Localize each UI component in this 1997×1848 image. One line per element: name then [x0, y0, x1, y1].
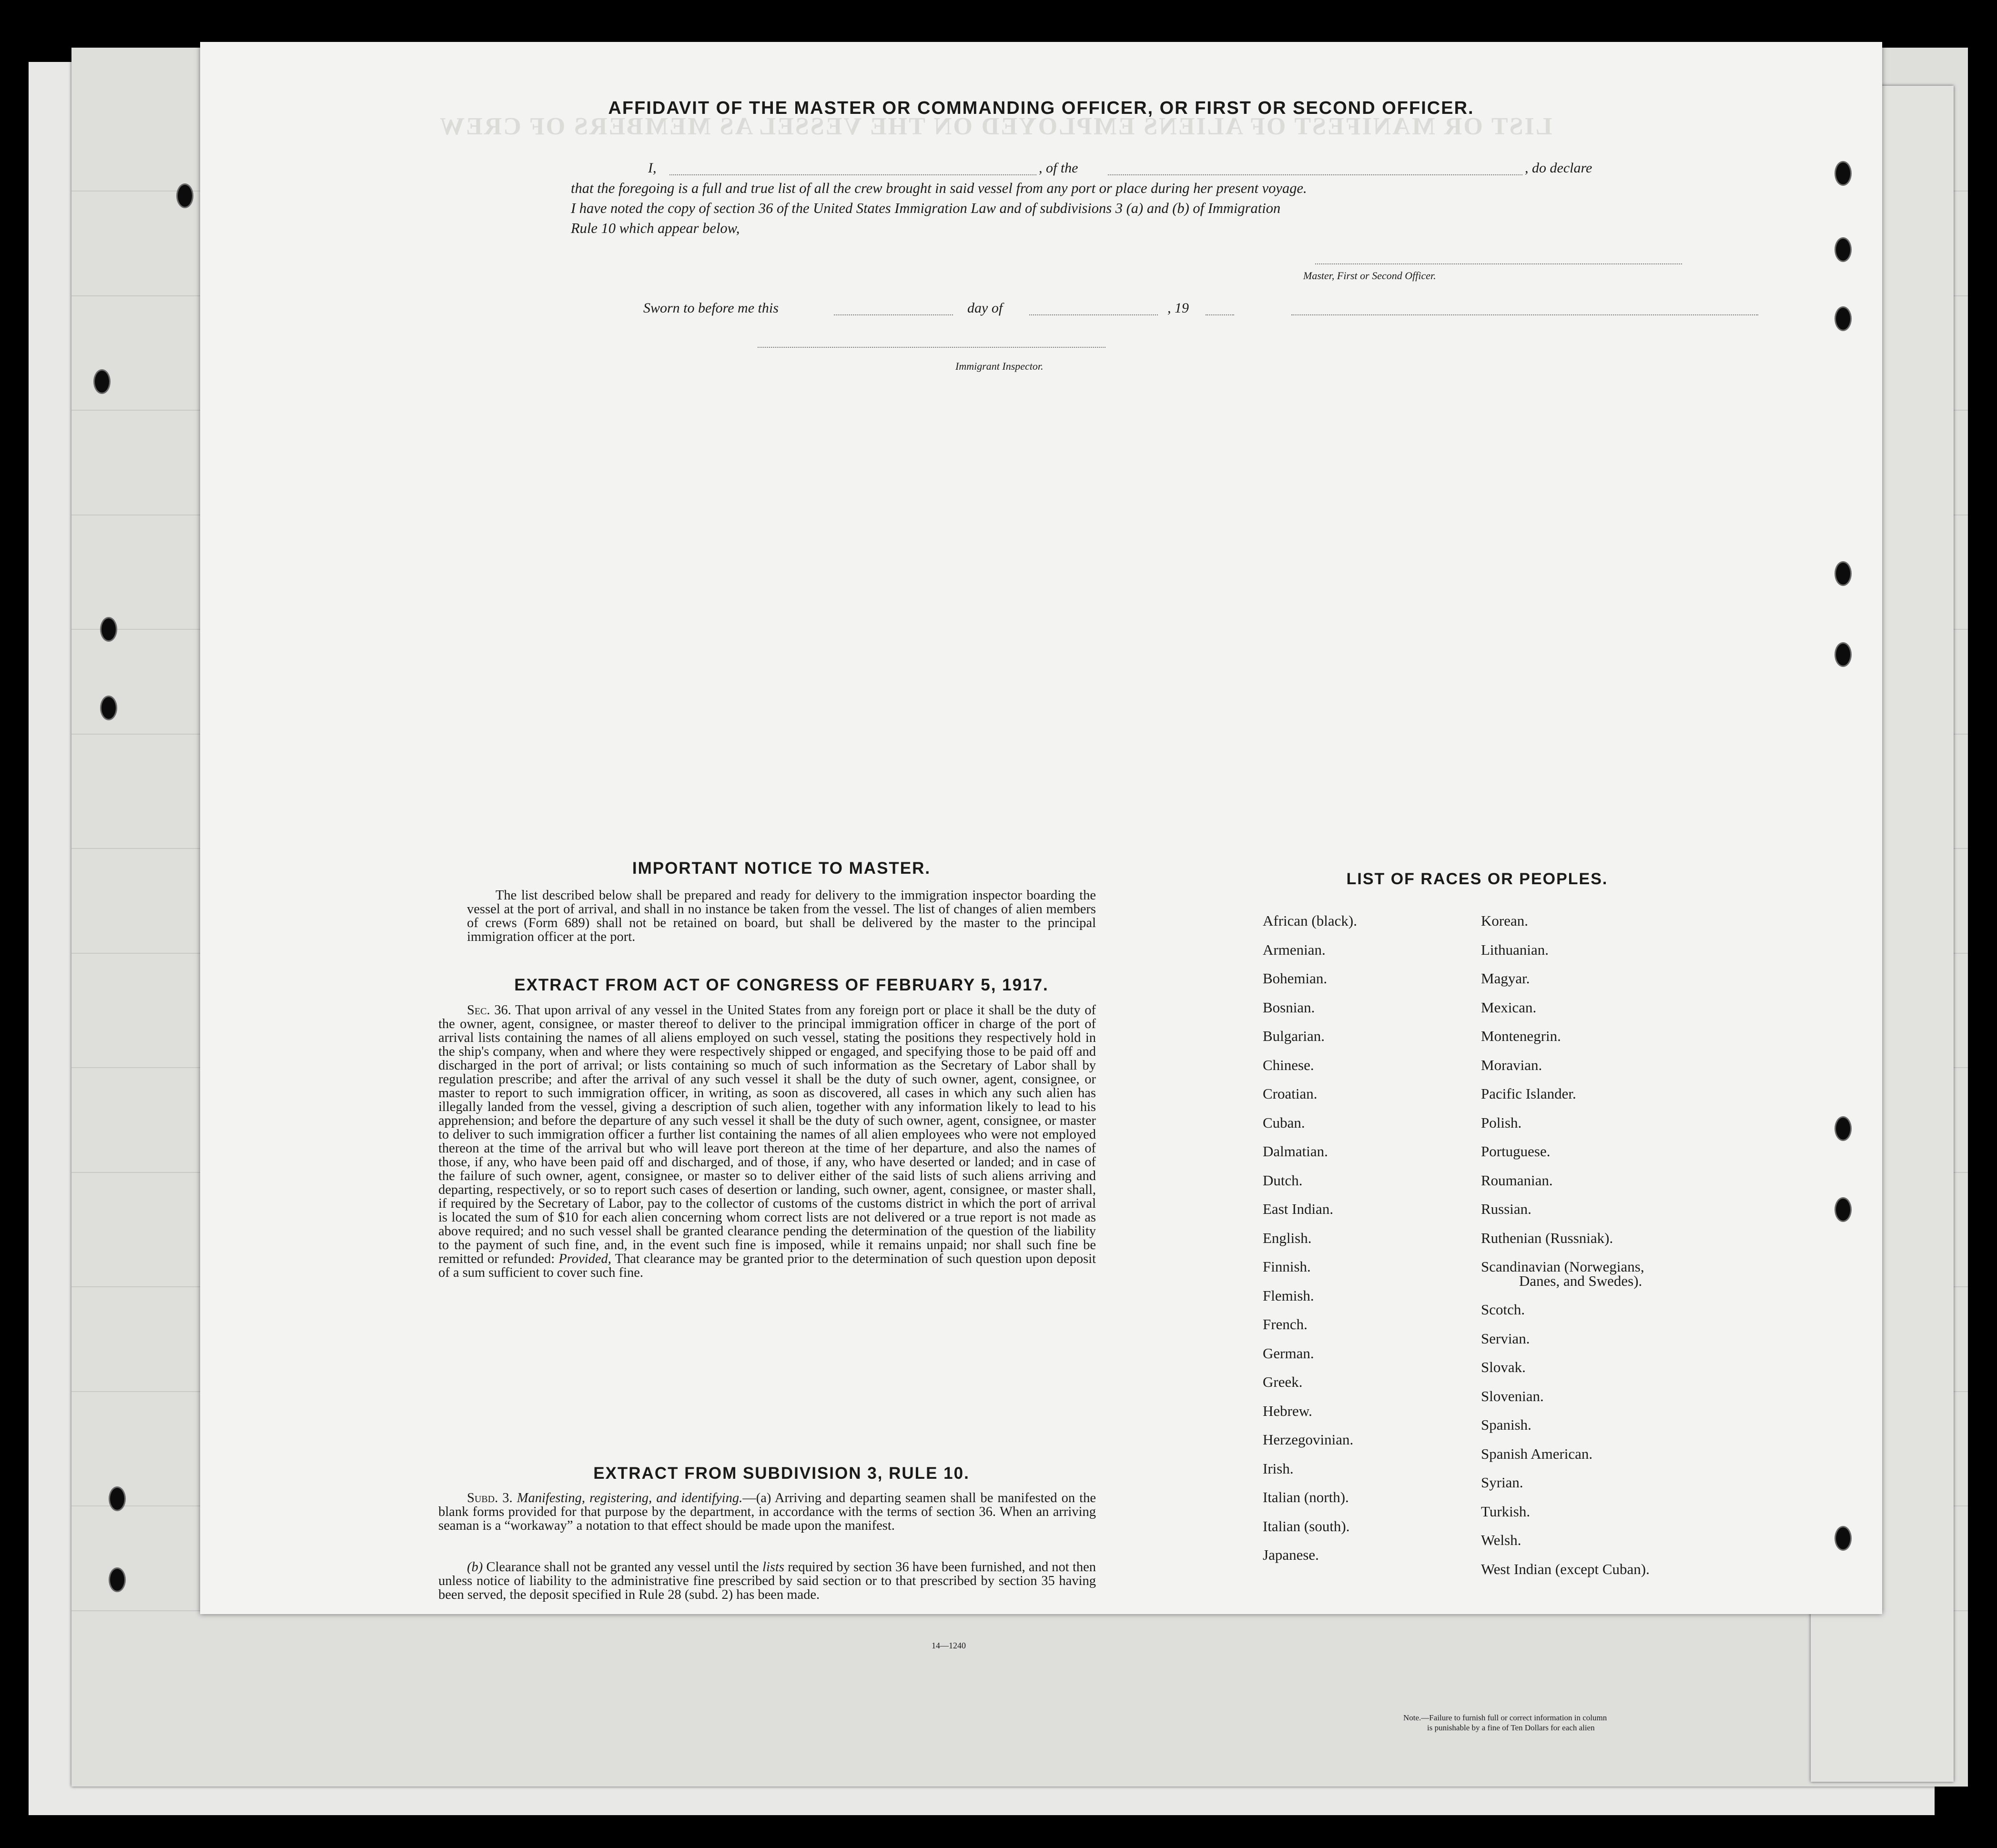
- vessel-blank: [1108, 174, 1522, 175]
- punch-hole: [100, 696, 117, 720]
- race-item: Korean.: [1481, 912, 1528, 929]
- notice-title: IMPORTANT NOTICE TO MASTER.: [632, 859, 931, 878]
- day-of-label: day of: [967, 300, 1003, 316]
- sworn-month-blank: [1029, 314, 1158, 315]
- race-item: German.: [1263, 1344, 1314, 1362]
- punch-hole: [1835, 237, 1852, 262]
- race-item: Scandinavian (Norwegians,: [1481, 1258, 1644, 1275]
- race-item: Bosnian.: [1263, 999, 1315, 1016]
- race-item: Armenian.: [1263, 941, 1326, 958]
- race-item: Turkish.: [1481, 1503, 1531, 1520]
- inspector-signature-blank: [758, 347, 1105, 348]
- race-item: East Indian.: [1263, 1201, 1334, 1217]
- race-item: Hebrew.: [1263, 1402, 1312, 1419]
- notice-text: [467, 889, 1096, 944]
- bottom-note-line-2: is punishable by a fine of Ten Dollars for each alien: [1427, 1723, 1595, 1732]
- punch-hole: [176, 183, 193, 208]
- race-item: Lithuanian.: [1481, 941, 1549, 958]
- bottom-note-line-1: Note.—Failure to furnish full or correct information in column: [1403, 1713, 1607, 1722]
- para-b-lists: lists: [762, 1560, 784, 1575]
- race-item: Roumanian.: [1481, 1171, 1553, 1189]
- affidavit-line-i: I,: [648, 160, 657, 176]
- race-item: Servian.: [1481, 1330, 1530, 1347]
- race-item: Pacific Islander.: [1481, 1085, 1576, 1102]
- subd-label: Subd. 3.: [467, 1491, 513, 1505]
- race-item: Italian (south).: [1263, 1517, 1350, 1535]
- affidavit-line-2: that the foregoing is a full and true list of all the crew brought in said vessel from any port or place during her present voyage.: [571, 180, 1307, 196]
- para-b-end: required by section 36 have been furnished, and not then unless notice of liability to the administrative fine prescribed by said section or to that prescribed by section 35 having been served, the deposit specified in Rule 28 (subd. 2) has been made.: [438, 1560, 1096, 1602]
- race-item: Bulgarian.: [1263, 1028, 1325, 1044]
- extract-act-title: EXTRACT FROM ACT OF CONGRESS OF FEBRUARY 5, 1917.: [514, 976, 1049, 994]
- rule-para-b: [438, 1560, 1096, 1602]
- race-item: French.: [1263, 1316, 1308, 1333]
- sworn-label: Sworn to before me this: [643, 300, 779, 316]
- race-item: Scotch.: [1481, 1301, 1525, 1318]
- extract-rule-title: EXTRACT FROM SUBDIVISION 3, RULE 10.: [593, 1464, 970, 1483]
- race-item: Irish.: [1263, 1460, 1294, 1477]
- year-label: , 19: [1167, 300, 1189, 316]
- punch-hole: [1835, 161, 1852, 186]
- race-item: Welsh.: [1481, 1532, 1521, 1548]
- races-right-column: [1481, 907, 1650, 1584]
- affidavit-of-the: , of the: [1039, 160, 1078, 176]
- race-item: English.: [1263, 1229, 1312, 1246]
- race-item: Slovak.: [1481, 1359, 1526, 1375]
- name-blank: [669, 174, 1036, 175]
- race-item: Magyar.: [1481, 970, 1530, 987]
- para-b-label: (b): [467, 1560, 483, 1575]
- punch-hole: [109, 1486, 126, 1511]
- race-item: Danes, and Swedes).: [1519, 1272, 1642, 1289]
- race-item: West Indian (except Cuban).: [1481, 1560, 1650, 1577]
- race-item: Polish.: [1481, 1114, 1522, 1131]
- extract-act-text: [438, 1003, 1096, 1280]
- para-b-start: Clearance shall not be granted any vessel until the: [486, 1560, 759, 1575]
- manifest-back-sheet: [200, 42, 1882, 1650]
- punch-hole: [93, 369, 111, 394]
- race-item: African (black).: [1263, 912, 1357, 929]
- inspector-label: Immigrant Inspector.: [955, 360, 1044, 372]
- punch-hole: [109, 1567, 126, 1592]
- sworn-day-blank: [834, 314, 953, 315]
- punch-hole: [1835, 1526, 1852, 1551]
- race-item: Chinese.: [1263, 1056, 1314, 1073]
- section-label: Sec. 36.: [467, 1003, 511, 1018]
- race-item: Croatian.: [1263, 1085, 1318, 1102]
- punch-hole: [1835, 306, 1852, 331]
- master-signature-label: Master, First or Second Officer.: [1303, 270, 1436, 282]
- race-item: Montenegrin.: [1481, 1028, 1561, 1044]
- section-36-text-end: That clearance may be granted prior to the determination of such question upon deposit of a sum sufficient to cover such fine.: [438, 1252, 1096, 1280]
- race-item: Russian.: [1481, 1201, 1531, 1217]
- races-title: LIST OF RACES OR PEOPLES.: [1346, 870, 1608, 888]
- affidavit-line-4: Rule 10 which appear below,: [571, 220, 740, 236]
- form-number: 14—1240: [932, 1641, 966, 1650]
- affidavit-title: AFFIDAVIT OF THE MASTER OR COMMANDING OFFICER, OR FIRST OR SECOND OFFICER.: [608, 98, 1474, 118]
- sworn-extra-blank: [1291, 314, 1758, 315]
- race-item: Syrian.: [1481, 1474, 1523, 1491]
- punch-hole: [1835, 1116, 1852, 1141]
- punch-hole: [1835, 561, 1852, 586]
- race-item: Dalmatian.: [1263, 1143, 1328, 1160]
- rule-para-a: [438, 1491, 1096, 1533]
- races-left-column: [1263, 907, 1357, 1570]
- race-item: Herzegovinian.: [1263, 1431, 1354, 1448]
- affidavit-line-3: I have noted the copy of section 36 of the United States Immigration Law and of subdivisions 3 (a) and (b) of Immigration: [571, 200, 1281, 216]
- race-item: Dutch.: [1263, 1171, 1303, 1189]
- subd-para-a-text: —(a) Arriving and departing seamen shall be manifested on the blank forms provided for that purpose by the department, in accordance with the terms of section 36. When an arriving seaman is a “workaway” a notation to that effect should be made upon the manifest.: [438, 1491, 1096, 1533]
- race-item: Finnish.: [1263, 1258, 1311, 1275]
- race-item: Ruthenian (Russniak).: [1481, 1229, 1613, 1246]
- race-item: Japanese.: [1263, 1546, 1319, 1563]
- race-item: Spanish American.: [1481, 1445, 1593, 1462]
- race-item: Slovenian.: [1481, 1387, 1544, 1404]
- subd-heading: Manifesting, registering, and identifying.: [517, 1491, 743, 1505]
- notice-body: The list described below shall be prepared and ready for delivery to the immigration inspector boarding the vessel at the port of arrival, and shall in no instance be taken from the vessel. The list of changes of alien members of crews (Form 689) shall not be retained on board, but shall be delivered by the master to the principal immigration officer at the port.: [467, 888, 1096, 944]
- master-signature-blank: [1315, 263, 1682, 264]
- section-36-text: That upon arrival of any vessel in the United States from any foreign port or place it shall be the duty of the owner, agent, consignee, or master thereof to deliver to the principal immigration officer in charge of the port of arrival lists containing the names of all aliens employed on such vessel, stating the positions they respectively hold in the ship's company, when and where they were respectively shipped or engaged, and specifying those to be paid off and discharged in the port of arrival; or lists containing so much of such information as the Secretary of Labor shall by regulation prescribe; and after the arrival of any such vessel it shall be the duty of such owner, agent, consignee, or master to report to such immigration officer, in writing, as soon as discovered, all cases in which any such alien has illegally landed from the vessel, giving a description of such alien, together with any information likely to lead to his apprehension; and before the departure of any such vessel it shall be the duty of such owner, agent, consignee, or master to deliver to such immigration officer a further list containing the names of all alien employees who were not employed thereon at the time of the arrival but who will leave port thereon at the time of her departure, and also the names of those, if any, who have been paid off and discharged, and of those, if any, who have deserted or landed; and in case of the failure of such owner, agent, consignee, or master so to deliver either of the said lists of such aliens arriving and departing, respectively, or so to report such cases of desertion or landing, such owner, agent, consignee, or master shall, if required by the Secretary of Labor, pay to the collector of customs of the customs district in which the port of arrival is located the sum of $10 for each alien concerning whom correct lists are not delivered or a true report is not made as above required; and no such vessel shall be granted clearance pending the determination of the question of the liability to the payment of such fine, and, in the event such fine is imposed, while it remains unpaid; nor shall such fine be remitted or refunded:: [438, 1003, 1096, 1266]
- punch-hole: [100, 617, 117, 642]
- race-item: Flemish.: [1263, 1287, 1314, 1304]
- bleed-through-header: LIST OR MANIFEST OF ALIENS EMPLOYED ON THE VESSEL AS MEMBERS OF CREW: [438, 113, 1552, 140]
- provided-word: Provided,: [558, 1252, 611, 1266]
- race-item: Cuban.: [1263, 1114, 1305, 1131]
- race-item: Portuguese.: [1481, 1143, 1551, 1160]
- punch-hole: [1835, 642, 1852, 667]
- punch-hole: [1835, 1197, 1852, 1222]
- race-item: Moravian.: [1481, 1056, 1542, 1073]
- race-item: Mexican.: [1481, 999, 1537, 1016]
- race-item: Greek.: [1263, 1373, 1303, 1390]
- year-blank: [1206, 314, 1234, 315]
- race-item: Bohemian.: [1263, 970, 1328, 987]
- race-item: Spanish.: [1481, 1416, 1531, 1433]
- affidavit-do-declare: , do declare: [1525, 160, 1592, 176]
- race-item: Italian (north).: [1263, 1489, 1349, 1505]
